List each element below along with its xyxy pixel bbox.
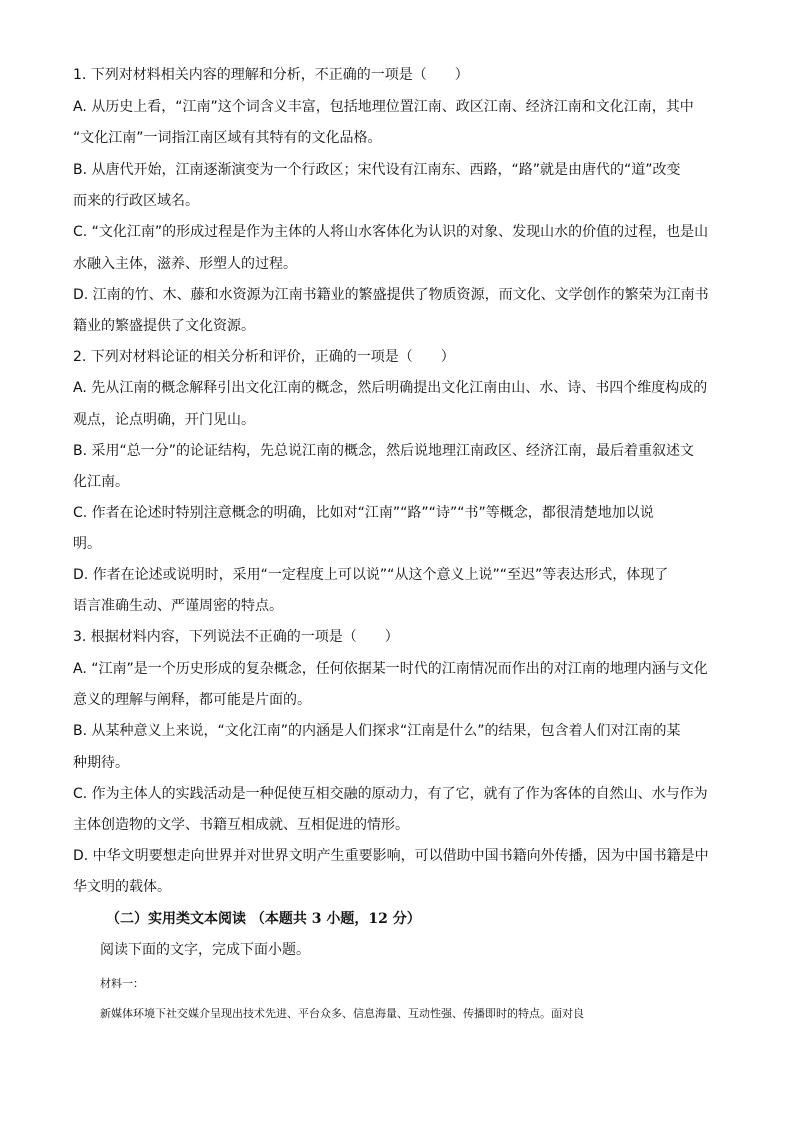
question-3-option-c-cont: 主体创造物的文学、书籍互相成就、互相促进的情形。 (73, 817, 409, 833)
question-2-option-a-cont: 观点，论点明确，开门见山。 (73, 412, 255, 428)
question-1-stem: 1. 下列对材料相关内容的理解和分析，不正确的一项是（ ） (73, 67, 469, 83)
question-2-option-d: D. 作者在论述或说明时，采用“一定程度上可以说”“从这个意义上说”“至迟”等表达形式，体现了 (73, 567, 669, 583)
section-heading: （二）实用类文本阅读 （本题共 3 小题，12 分） (106, 911, 421, 927)
question-2-option-b-cont: 化江南。 (73, 474, 129, 490)
question-1-option-b-cont: 而来的行政区域名。 (73, 193, 199, 209)
material-text: 新媒体环境下社交媒介呈现出技术先进、平台众多、信息海量、互动性强、传播即时的特点。面对良 (100, 1007, 584, 1020)
question-1-option-a-cont: “文化江南”一词指江南区域有其特有的文化品格。 (73, 130, 382, 146)
question-2-option-c: C. 作者在论述时特别注意概念的明确，比如对“江南”“路”“诗”“书”等概念，都很清楚地加以说 (73, 505, 654, 521)
question-3-option-b-cont: 种期待。 (73, 755, 129, 771)
instruction-text: 阅读下面的文字，完成下面小题。 (100, 942, 310, 958)
question-3-stem: 3. 根据材料内容，下列说法不正确的一项是（ ） (73, 629, 399, 645)
question-2-option-b: B. 采用“总一分”的论证结构，先总说江南的概念，然后说地理江南政区、经济江南，最后着重叙述文 (73, 443, 695, 459)
question-3-option-d-cont: 华文明的载体。 (73, 879, 171, 895)
question-2-option-c-cont: 明。 (73, 536, 101, 552)
material-label: 材料一： (100, 977, 144, 990)
question-1-option-c: C. “文化江南”的形成过程是作为主体的人将山水客体化为认识的对象、发现山水的价值的过程，也是山 (73, 224, 709, 240)
question-3-option-a-cont: 意义的理解与阐释，都可能是片面的。 (73, 692, 311, 708)
question-2-option-a: A. 先从江南的概念解释引出文化江南的概念，然后明确提出文化江南由山、水、诗、书四个维度构成的 (73, 380, 708, 396)
question-3-option-a: A. “江南”是一个历史形成的复杂概念，任何依据某一时代的江南情况而作出的对江南的地理内涵与文化 (73, 661, 708, 677)
question-3-option-d: D. 中华文明要想走向世界并对世界文明产生重要影响，可以借助中国书籍向外传播，因为中国书籍是中 (73, 848, 709, 864)
question-1-option-d: D. 江南的竹、木、藤和水资源为江南书籍业的繁盛提供了物质资源，而文化、文学创作的繁荣为江南书 (73, 287, 709, 303)
question-1-option-a: A. 从历史上看，“江南”这个词含义丰富，包括地理位置江南、政区江南、经济江南和文化江南，其中 (73, 99, 694, 115)
question-1-option-b: B. 从唐代开始，江南逐渐演变为一个行政区；宋代设有江南东、西路，“路”就是由唐代的“道”改变 (73, 162, 681, 178)
question-3-option-c: C. 作为主体人的实践活动是一种促使互相交融的原动力，有了它，就有了作为客体的自然山、水与作为 (73, 786, 708, 802)
question-1-option-d-cont: 籍业的繁盛提供了文化资源。 (73, 318, 255, 334)
question-3-option-b: B. 从某种意义上来说，“文化江南”的内涵是人们探求“江南是什么”的结果，包含着人们对江南的某 (73, 723, 681, 739)
question-2-option-d-cont: 语言准确生动、严谨周密的特点。 (73, 598, 283, 614)
question-2-stem: 2. 下列对材料论证的相关分析和评价，正确的一项是（ ） (73, 349, 455, 365)
question-1-option-c-cont: 水融入主体，滋养、形塑人的过程。 (73, 256, 297, 272)
